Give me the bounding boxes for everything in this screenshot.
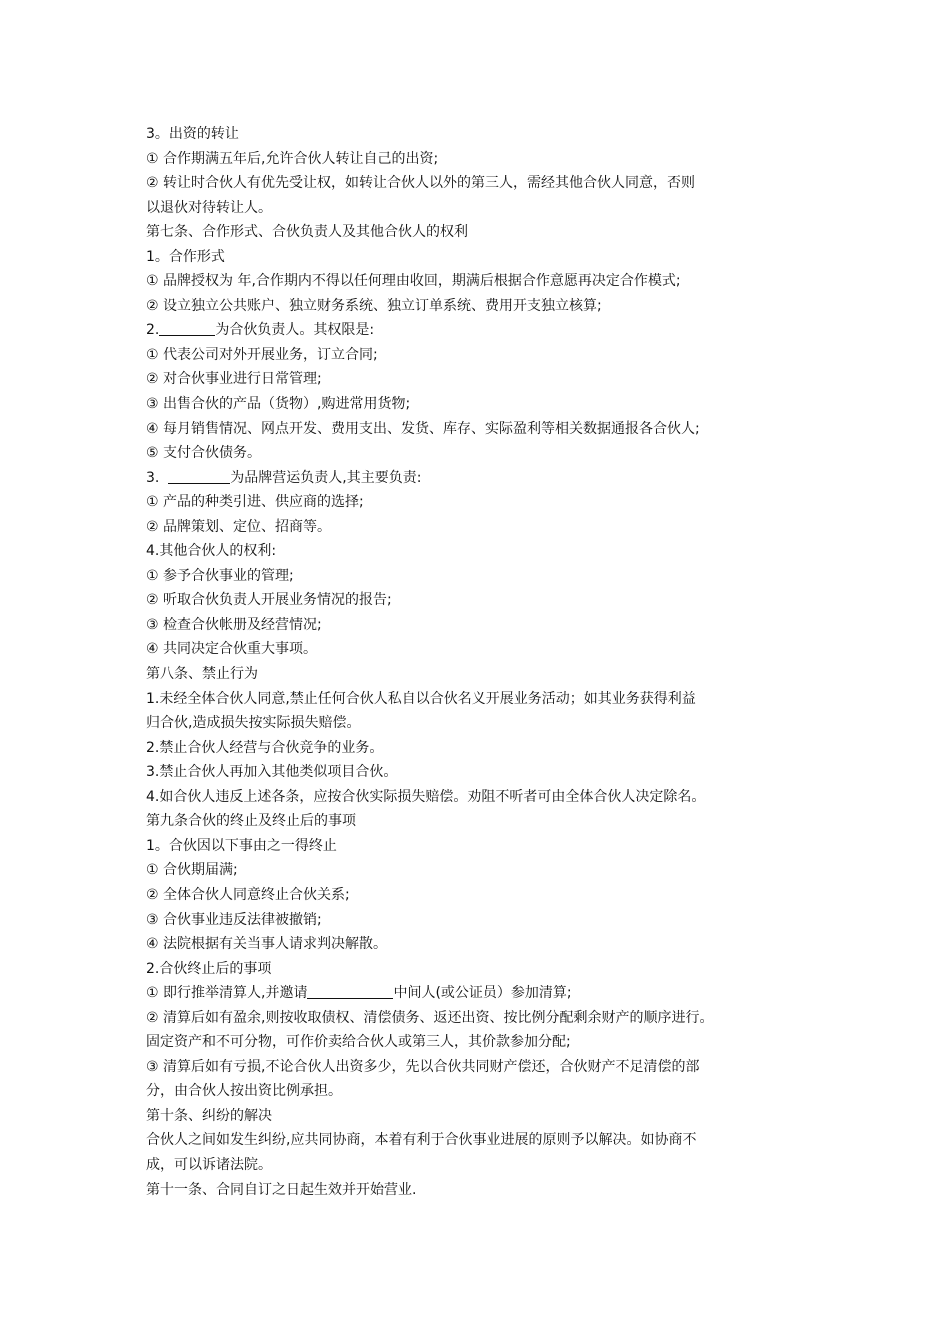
paragraph-line: 成，可以诉诸法院。 [146,1156,272,1173]
paragraph-line [146,318,810,343]
paragraph-line [146,981,810,1006]
paragraph-line: ④ 法院根据有关当事人请求判决解散。 [146,936,387,953]
paragraph-line: 1.未经全体合伙人同意,禁止任何合伙人私自以合伙名义开展业务活动；如其业务获得利益 [146,690,696,707]
section-heading: 4.其他合伙人的权利: [146,543,277,560]
line-text: 为品牌营运负责人,其主要负责: [230,469,422,486]
fill-in-blank [168,468,230,484]
paragraph-line: ② 听取合伙负责人开展业务情况的报告; [146,592,392,609]
line-prefix: ① 即行推举清算人,并邀请 [146,985,308,1002]
line-text: 中间人(或公证员）参加清算; [393,985,572,1002]
line-prefix: 3. [146,469,169,486]
paragraph-line: ③ 合伙事业违反法律被撤销; [146,911,322,928]
article-heading: 第九条合伙的终止及终止后的事项 [146,813,356,830]
paragraph-line: ② 清算后如有盈余,则按收取债权、清偿债务、返还出资、按比例分配剩余财产的顺序进行。 [146,1009,714,1026]
paragraph-line: ② 对合伙事业进行日常管理; [146,371,322,388]
paragraph-line: ② 设立独立公共账户、独立财务系统、独立订单系统、费用开支独立核算; [146,297,602,314]
paragraph-line: 以退伙对待转让人。 [146,199,272,216]
section-heading: 2.合伙终止后的事项 [146,960,272,977]
paragraph-line: ④ 每月销售情况、网点开发、费用支出、发货、库存、实际盈利等相关数据通报各合伙人; [146,420,700,437]
paragraph-line: ② 全体合伙人同意终止合伙关系; [146,886,350,903]
paragraph-line: 合伙人之间如发生纠纷,应共同协商，本着有利于合伙事业进展的原则予以解决。如协商不 [146,1132,697,1149]
paragraph-line: ① 参予合伙事业的管理; [146,567,294,584]
fill-in-blank [307,983,393,999]
article-heading: 第七条、合作形式、合伙负责人及其他合伙人的权利 [146,224,468,241]
paragraph-line: ① 合作期满五年后,允许合伙人转让自己的出资; [146,150,439,167]
article-heading: 第八条、禁止行为 [146,666,258,683]
article-heading: 第十条、纠纷的解决 [146,1107,272,1124]
paragraph-line: ① 产品的种类引进、供应商的选择; [146,494,364,511]
section-heading: 1。合伙因以下事由之一得终止 [146,837,337,854]
paragraph-line: 归合伙,造成损失按实际损失赔偿。 [146,715,361,732]
section-heading: 3。出资的转让 [146,126,239,142]
line-prefix: 2. [146,322,160,339]
paragraph-line [146,466,810,491]
paragraph-line: 4.如合伙人违反上述各条，应按合伙实际损失赔偿。劝阻不听者可由全体合伙人决定除名。 [146,788,706,805]
paragraph-line: ③ 检查合伙帐册及经营情况; [146,616,322,633]
paragraph-line: 固定资产和不可分物，可作价卖给合伙人或第三人，其价款参加分配; [146,1034,571,1051]
line-text: 为合伙负责人。其权限是: [215,322,375,339]
paragraph-line: ③ 出售合伙的产品（货物）,购进常用货物; [146,396,411,413]
section-heading: 1。合作形式 [146,248,225,265]
document-body [146,122,810,1202]
paragraph-line: ② 品牌策划、定位、招商等。 [146,518,332,535]
paragraph-line: 2.禁止合伙人经营与合伙竞争的业务。 [146,739,384,756]
article-heading: 第十一条、合同自订之日起生效并开始营业. [146,1181,417,1198]
paragraph-line: ① 合伙期届满; [146,862,238,879]
paragraph-line: ③ 清算后如有亏损,不论合伙人出资多少，先以合伙共同财产偿还，合伙财产不足清偿的部 [146,1058,700,1075]
paragraph-line: 3.禁止合伙人再加入其他类似项目合伙。 [146,764,398,781]
paragraph-line: ① 品牌授权为 年,合作期内不得以任何理由收回，期满后根据合作意愿再决定合作模式; [146,273,681,290]
paragraph-line: ② 转让时合伙人有优先受让权，如转让合伙人以外的第三人，需经其他合伙人同意，否则 [146,175,695,192]
paragraph-line: ④ 共同决定合伙重大事项。 [146,641,318,658]
paragraph-line: ⑤ 支付合伙债务。 [146,445,262,462]
fill-in-blank [159,320,215,336]
paragraph-line: 分，由合伙人按出资比例承担。 [146,1083,342,1100]
paragraph-line: ① 代表公司对外开展业务，订立合同; [146,346,378,363]
